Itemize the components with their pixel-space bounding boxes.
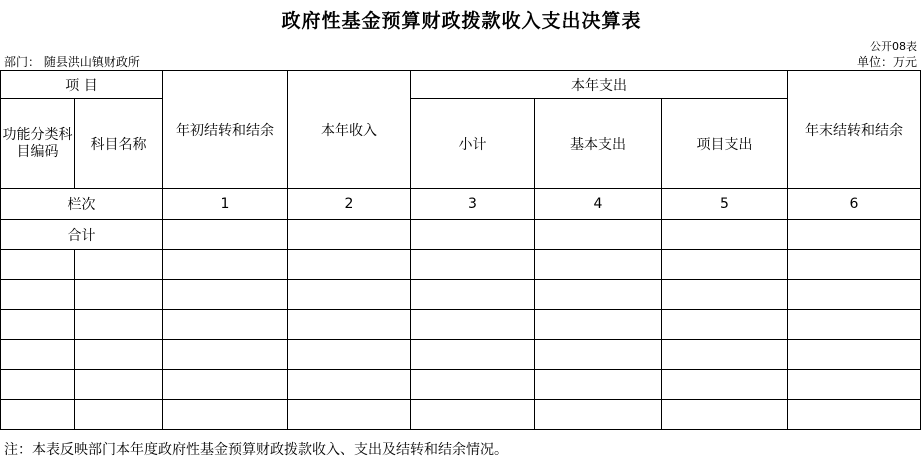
table-cell [411,340,535,370]
header-opening-balance: 年初结转和结余 [163,71,288,189]
header-current-income: 本年收入 [288,71,411,189]
table-row [1,280,921,310]
table-row [1,370,921,400]
table-cell [535,340,662,370]
table-cell [288,340,411,370]
table-cell [411,400,535,430]
table-cell [288,400,411,430]
column-number: 2 [288,189,411,220]
total-cell [662,220,788,250]
table-cell [75,310,163,340]
table-cell [163,400,288,430]
table-cell [535,400,662,430]
table-row [1,250,921,280]
total-row [1,220,921,250]
column-number: 6 [788,189,921,220]
table-cell [1,250,75,280]
table-cell [788,340,921,370]
table-cell [411,370,535,400]
table-row [1,340,921,370]
table-cell [1,370,75,400]
column-number: 1 [163,189,288,220]
table-cell [788,280,921,310]
column-number-label: 栏次 [1,189,163,220]
department-label: 部门： 随县洪山镇财政所 [4,55,140,69]
table-cell [535,310,662,340]
table-cell [535,280,662,310]
table-cell [288,370,411,400]
table-cell [1,340,75,370]
budget-table [0,70,921,430]
table-cell [662,250,788,280]
table-cell [75,400,163,430]
header-subtotal: 小计 [411,99,535,189]
total-cell [163,220,288,250]
table-cell [163,370,288,400]
header-closing-balance: 年末结转和结余 [788,71,921,189]
table-cell [411,250,535,280]
header-subject-name: 科目名称 [75,99,163,189]
header-function-code: 功能分类科目编码 [1,99,75,189]
table-cell [788,310,921,340]
table-cell [288,250,411,280]
report-title: 政府性基金预算财政拨款收入支出决算表 [281,10,642,32]
table-cell [163,250,288,280]
table-row [1,310,921,340]
table-cell [788,400,921,430]
table-cell [411,310,535,340]
table-cell [288,310,411,340]
total-cell [411,220,535,250]
table-cell [1,280,75,310]
total-cell [535,220,662,250]
header-item: 项 目 [1,71,163,99]
table-cell [662,400,788,430]
column-number: 3 [411,189,535,220]
total-cell [288,220,411,250]
table-cell [1,310,75,340]
table-cell [662,280,788,310]
table-cell [1,400,75,430]
header-project-expenditure: 项目支出 [662,99,788,189]
unit-label: 单位：万元 [856,55,917,69]
table-cell [163,280,288,310]
table-cell [163,340,288,370]
footnote: 注：本表反映部门本年度政府性基金预算财政拨款收入、支出及结转和结余情况。 [4,442,508,458]
header-basic-expenditure: 基本支出 [535,99,662,189]
table-cell [75,280,163,310]
table-cell [662,340,788,370]
table-cell [288,280,411,310]
table-row [1,400,921,430]
table-cell [75,370,163,400]
total-cell [788,220,921,250]
table-cell [662,310,788,340]
total-label: 合计 [1,220,163,250]
form-number: 公开08表 [870,40,917,53]
column-number: 5 [662,189,788,220]
table-cell [75,250,163,280]
table-cell [75,340,163,370]
table-cell [535,370,662,400]
table-cell [788,370,921,400]
table-cell [788,250,921,280]
header-current-expenditure: 本年支出 [411,71,788,99]
column-number: 4 [535,189,662,220]
table-cell [411,280,535,310]
table-cell [535,250,662,280]
column-number-row [1,189,921,220]
table-cell [662,370,788,400]
table-cell [163,310,288,340]
